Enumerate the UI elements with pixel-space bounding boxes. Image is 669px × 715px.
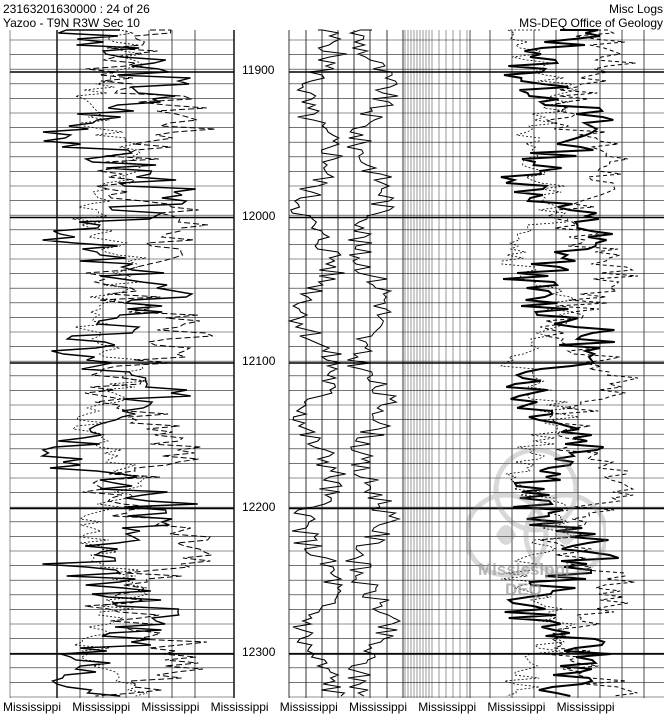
footer-label: Mississippi <box>279 700 338 714</box>
footer-label: Mississippi <box>72 700 131 714</box>
footer-label: Mississippi <box>3 700 62 714</box>
well-id: 23163201630000 : 24 of 26 <box>3 2 150 16</box>
watermark-line2: DEQ <box>505 580 542 599</box>
log-type: Misc Logs <box>608 2 663 16</box>
footer-label: Mississippi <box>141 700 200 714</box>
footer-label: Mississippi <box>487 700 546 714</box>
watermark-line1: Mississippi <box>478 560 570 579</box>
depth-track <box>242 63 276 659</box>
depth-label-12000: 12000 <box>242 209 276 223</box>
depth-label-12300: 12300 <box>242 645 276 659</box>
footer-label: Mississippi <box>349 700 408 714</box>
depth-label-12200: 12200 <box>242 500 276 514</box>
footer-label: Mississippi <box>210 700 269 714</box>
depth-label-11900: 11900 <box>242 63 275 77</box>
depth-label-12100: 12100 <box>242 354 276 368</box>
agency-name: MS-DEQ Office of Geology <box>519 16 663 30</box>
footer-label: Mississippi <box>556 700 615 714</box>
footer-label: Mississippi <box>418 700 477 714</box>
well-location: Yazoo - T9N R3W Sec 10 <box>3 16 140 30</box>
